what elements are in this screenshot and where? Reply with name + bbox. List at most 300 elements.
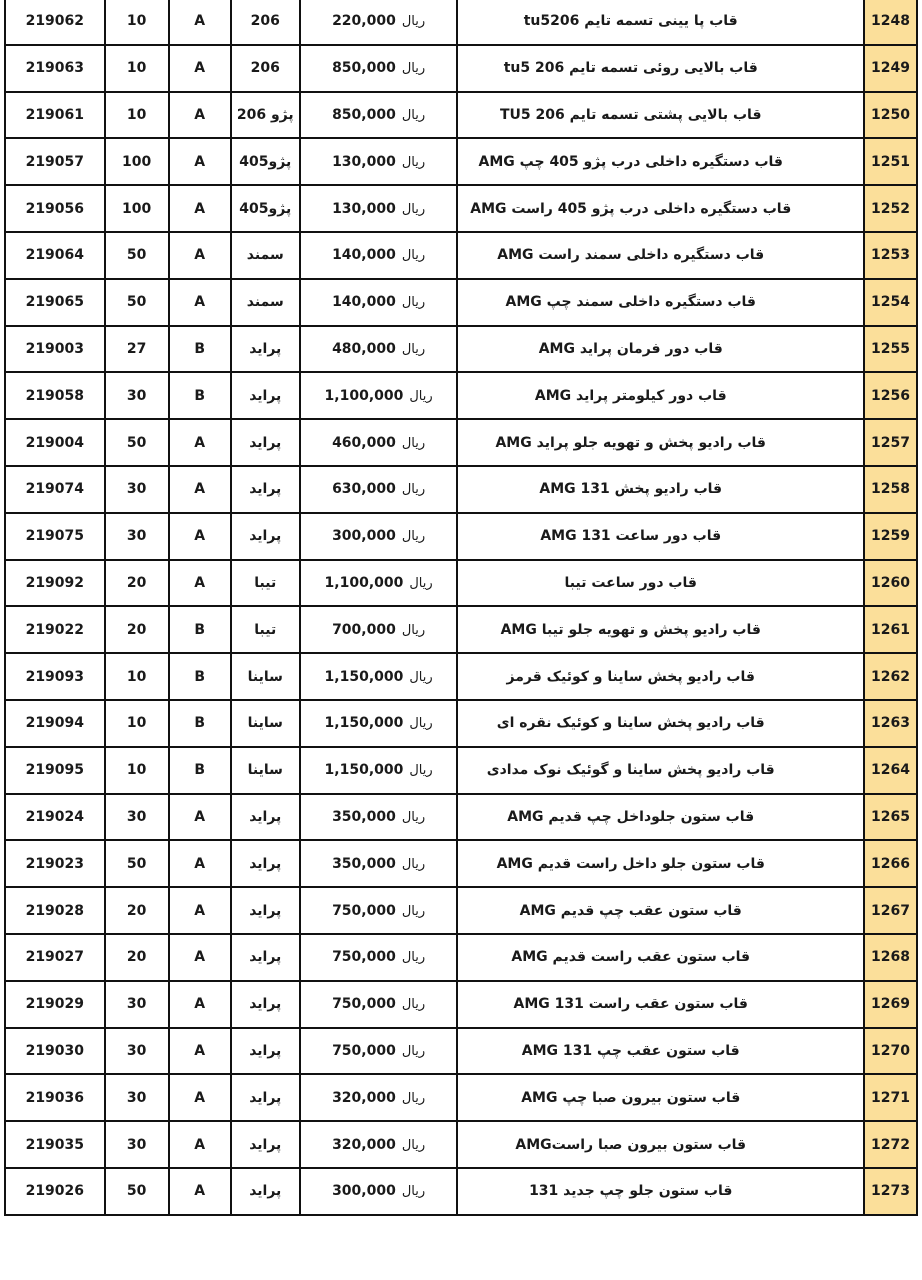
description: قاب بالایی روئی تسمه تایم 206 tu5 bbox=[503, 60, 758, 77]
description-cell bbox=[457, 840, 864, 887]
grade: B bbox=[194, 762, 206, 779]
product-code: 219029 bbox=[25, 996, 85, 1013]
row-number-cell bbox=[864, 513, 917, 560]
product-code: 219026 bbox=[25, 1183, 85, 1200]
price bbox=[325, 388, 433, 404]
product-code: 219064 bbox=[25, 247, 85, 264]
row-number-cell bbox=[864, 466, 917, 513]
car-model-cell bbox=[231, 606, 300, 653]
description: قاب دستگیره داخلی سمند چپ AMG bbox=[505, 294, 756, 311]
grade-cell bbox=[169, 419, 231, 466]
price bbox=[332, 481, 425, 497]
currency-label: ریال bbox=[401, 950, 426, 966]
description-cell bbox=[457, 653, 864, 700]
car-model-cell bbox=[231, 45, 300, 92]
description: قاب بالایی پشتی تسمه تایم TU5 206 bbox=[499, 106, 762, 123]
table-row bbox=[5, 1028, 917, 1075]
grade: A bbox=[194, 106, 206, 123]
currency-label: ریال bbox=[401, 201, 426, 217]
table-row bbox=[5, 45, 917, 92]
product-code-cell bbox=[5, 1168, 105, 1215]
price bbox=[332, 903, 425, 919]
price-cell bbox=[300, 513, 458, 560]
quantity: 10 bbox=[126, 762, 147, 779]
car-model: 206 bbox=[250, 60, 280, 77]
description: قاب ستون جلوداخل چپ قدیم AMG bbox=[507, 808, 755, 825]
row-number-cell bbox=[864, 279, 917, 326]
row-number: 1250 bbox=[871, 106, 911, 123]
grade: B bbox=[194, 340, 206, 357]
grade-cell bbox=[169, 1168, 231, 1215]
quantity-cell bbox=[105, 45, 169, 92]
quantity: 50 bbox=[126, 294, 147, 311]
product-code: 219030 bbox=[25, 1042, 85, 1059]
description-cell bbox=[457, 466, 864, 513]
car-model: سمند bbox=[246, 247, 284, 264]
quantity: 27 bbox=[126, 340, 147, 357]
grade: A bbox=[194, 481, 206, 498]
description: قاب دستگیره داخلی درب پژو 405 چپ AMG bbox=[478, 153, 783, 170]
product-code: 219004 bbox=[25, 434, 85, 451]
grade: A bbox=[194, 528, 206, 545]
car-model: پراید bbox=[249, 902, 282, 919]
currency-label: ریال bbox=[409, 669, 433, 685]
car-model: پراید bbox=[249, 340, 282, 357]
description: قاب رادیو پخش ساینا و گوئیک نوک مدادی bbox=[486, 762, 775, 779]
product-code-cell bbox=[5, 326, 105, 373]
row-number: 1254 bbox=[871, 294, 911, 311]
grade: A bbox=[194, 294, 206, 311]
currency-label: ریال bbox=[401, 1043, 426, 1059]
grade-cell bbox=[169, 138, 231, 185]
row-number-cell bbox=[864, 1121, 917, 1168]
grade-cell bbox=[169, 185, 231, 232]
price bbox=[332, 435, 425, 451]
quantity-cell bbox=[105, 794, 169, 841]
row-number: 1267 bbox=[871, 902, 911, 919]
description-cell bbox=[457, 934, 864, 981]
product-code-cell bbox=[5, 794, 105, 841]
table-row bbox=[5, 653, 917, 700]
product-code: 219074 bbox=[25, 481, 85, 498]
description: قاب رادیو پخش 131 AMG bbox=[539, 481, 723, 498]
currency-label: ریال bbox=[401, 809, 426, 825]
row-number-cell bbox=[864, 232, 917, 279]
price-value: 140,000 bbox=[332, 247, 396, 264]
price-value: 130,000 bbox=[332, 200, 396, 217]
currency-label: ریال bbox=[401, 295, 426, 311]
quantity-cell bbox=[105, 279, 169, 326]
car-model-cell bbox=[231, 560, 300, 607]
currency-label: ریال bbox=[401, 14, 426, 30]
row-number: 1248 bbox=[871, 13, 911, 30]
price bbox=[332, 996, 425, 1012]
price-cell bbox=[300, 606, 458, 653]
price-cell bbox=[300, 372, 458, 419]
car-model-cell bbox=[231, 794, 300, 841]
product-code-cell bbox=[5, 419, 105, 466]
car-model: پراید bbox=[249, 387, 282, 404]
quantity: 50 bbox=[126, 247, 147, 264]
product-code-cell bbox=[5, 1074, 105, 1121]
price bbox=[332, 1043, 425, 1059]
price bbox=[325, 575, 433, 591]
price-value: 750,000 bbox=[332, 996, 396, 1013]
currency-label: ریال bbox=[409, 763, 433, 779]
car-model: سمند bbox=[246, 294, 284, 311]
price-value: 320,000 bbox=[332, 1089, 396, 1106]
car-model-cell bbox=[231, 466, 300, 513]
grade: A bbox=[194, 1183, 206, 1200]
row-number-cell bbox=[864, 372, 917, 419]
price-cell bbox=[300, 653, 458, 700]
price bbox=[332, 201, 425, 217]
row-number: 1273 bbox=[871, 1183, 911, 1200]
row-number-cell bbox=[864, 1168, 917, 1215]
table-row bbox=[5, 513, 917, 560]
grade-cell bbox=[169, 279, 231, 326]
table-row bbox=[5, 934, 917, 981]
car-model: پراید bbox=[249, 481, 282, 498]
product-code-cell bbox=[5, 92, 105, 139]
table-row bbox=[5, 232, 917, 279]
price bbox=[332, 154, 425, 170]
row-number: 1258 bbox=[871, 481, 911, 498]
grade: A bbox=[194, 949, 206, 966]
quantity-cell bbox=[105, 840, 169, 887]
description: قاب رادیو پخش و تهویه جلو تیبا AMG bbox=[500, 621, 761, 638]
grade-cell bbox=[169, 794, 231, 841]
car-model: ساینا bbox=[247, 668, 283, 685]
car-model-cell bbox=[231, 372, 300, 419]
description-cell bbox=[457, 747, 864, 794]
price bbox=[332, 1090, 425, 1106]
car-model-cell bbox=[231, 1168, 300, 1215]
car-model-cell bbox=[231, 419, 300, 466]
product-code-cell bbox=[5, 45, 105, 92]
grade: A bbox=[194, 902, 206, 919]
currency-label: ریال bbox=[401, 1184, 426, 1200]
grade: A bbox=[194, 574, 206, 591]
quantity: 20 bbox=[126, 574, 147, 591]
price bbox=[332, 60, 425, 76]
description-cell bbox=[457, 279, 864, 326]
grade: A bbox=[194, 200, 206, 217]
grade: A bbox=[194, 1136, 206, 1153]
currency-label: ریال bbox=[401, 1090, 426, 1106]
product-code: 219062 bbox=[25, 13, 85, 30]
product-code-cell bbox=[5, 653, 105, 700]
price-cell bbox=[300, 981, 458, 1028]
grade: B bbox=[194, 387, 206, 404]
price-value: 130,000 bbox=[332, 153, 396, 170]
price-value: 300,000 bbox=[332, 1183, 396, 1200]
quantity-cell bbox=[105, 0, 169, 45]
table-row bbox=[5, 1074, 917, 1121]
table-row bbox=[5, 1168, 917, 1215]
row-number: 1260 bbox=[871, 574, 911, 591]
row-number: 1268 bbox=[871, 949, 911, 966]
car-model: 206 bbox=[250, 13, 280, 30]
quantity: 30 bbox=[126, 528, 147, 545]
car-model-cell bbox=[231, 700, 300, 747]
currency-label: ریال bbox=[409, 388, 433, 404]
table-row bbox=[5, 794, 917, 841]
quantity-cell bbox=[105, 747, 169, 794]
price-value: 1,100,000 bbox=[324, 574, 404, 591]
description-cell bbox=[457, 0, 864, 45]
quantity: 100 bbox=[122, 153, 152, 170]
price-cell bbox=[300, 279, 458, 326]
grade-cell bbox=[169, 560, 231, 607]
row-number: 1257 bbox=[871, 434, 911, 451]
car-model: پژو405 bbox=[239, 200, 292, 217]
grade-cell bbox=[169, 653, 231, 700]
description-cell bbox=[457, 232, 864, 279]
price-cell bbox=[300, 419, 458, 466]
price-value: 140,000 bbox=[332, 294, 396, 311]
product-code-cell bbox=[5, 560, 105, 607]
grade: A bbox=[194, 153, 206, 170]
price bbox=[332, 294, 425, 310]
description-cell bbox=[457, 326, 864, 373]
product-code: 219023 bbox=[25, 855, 85, 872]
row-number-cell bbox=[864, 653, 917, 700]
price-value: 320,000 bbox=[332, 1136, 396, 1153]
grade-cell bbox=[169, 92, 231, 139]
row-number-cell bbox=[864, 1028, 917, 1075]
price-value: 1,150,000 bbox=[324, 715, 404, 732]
car-model-cell bbox=[231, 934, 300, 981]
price-value: 300,000 bbox=[332, 528, 396, 545]
price bbox=[332, 622, 425, 638]
quantity-cell bbox=[105, 1028, 169, 1075]
car-model-cell bbox=[231, 185, 300, 232]
price-value: 350,000 bbox=[332, 855, 396, 872]
description-cell bbox=[457, 419, 864, 466]
description: قاب ستون بیرون صبا چپ AMG bbox=[521, 1089, 741, 1106]
currency-label: ریال bbox=[409, 716, 433, 732]
table-row bbox=[5, 138, 917, 185]
currency-label: ریال bbox=[401, 154, 426, 170]
quantity-cell bbox=[105, 138, 169, 185]
grade-cell bbox=[169, 1028, 231, 1075]
product-code-cell bbox=[5, 1121, 105, 1168]
quantity: 100 bbox=[122, 200, 152, 217]
grade: A bbox=[194, 1089, 206, 1106]
price bbox=[332, 1183, 425, 1199]
price bbox=[325, 762, 433, 778]
product-code-cell bbox=[5, 981, 105, 1028]
product-code-cell bbox=[5, 606, 105, 653]
quantity-cell bbox=[105, 653, 169, 700]
currency-label: ریال bbox=[401, 107, 426, 123]
product-code: 219093 bbox=[25, 668, 85, 685]
price bbox=[325, 715, 433, 731]
row-number-cell bbox=[864, 747, 917, 794]
quantity: 20 bbox=[126, 621, 147, 638]
quantity: 50 bbox=[126, 434, 147, 451]
row-number: 1271 bbox=[871, 1089, 911, 1106]
quantity: 50 bbox=[126, 1183, 147, 1200]
price-value: 850,000 bbox=[332, 60, 396, 77]
quantity: 50 bbox=[126, 855, 147, 872]
price bbox=[332, 107, 425, 123]
quantity-cell bbox=[105, 700, 169, 747]
quantity-cell bbox=[105, 934, 169, 981]
quantity-cell bbox=[105, 1074, 169, 1121]
currency-label: ریال bbox=[401, 856, 426, 872]
quantity: 30 bbox=[126, 1136, 147, 1153]
price-cell bbox=[300, 185, 458, 232]
quantity: 30 bbox=[126, 1042, 147, 1059]
price-cell bbox=[300, 1168, 458, 1215]
quantity: 10 bbox=[126, 106, 147, 123]
currency-label: ریال bbox=[401, 248, 426, 264]
grade: A bbox=[194, 996, 206, 1013]
quantity-cell bbox=[105, 1121, 169, 1168]
grade-cell bbox=[169, 1121, 231, 1168]
row-number: 1251 bbox=[871, 153, 911, 170]
currency-label: ریال bbox=[401, 997, 426, 1013]
car-model-cell bbox=[231, 840, 300, 887]
description: قاب ستون عقب راست 131 AMG bbox=[513, 996, 748, 1013]
price-cell bbox=[300, 794, 458, 841]
table-row bbox=[5, 326, 917, 373]
table-row bbox=[5, 560, 917, 607]
table-row bbox=[5, 1121, 917, 1168]
table-row bbox=[5, 0, 917, 45]
product-code: 219063 bbox=[25, 60, 85, 77]
currency-label: ریال bbox=[401, 529, 426, 545]
grade-cell bbox=[169, 513, 231, 560]
price bbox=[332, 528, 425, 544]
grade-cell bbox=[169, 747, 231, 794]
description: قاب دور ساعت تیبا bbox=[564, 574, 697, 591]
product-code-cell bbox=[5, 934, 105, 981]
description: قاب ستون عقب چپ قدیم AMG bbox=[519, 902, 742, 919]
product-code: 219058 bbox=[25, 387, 85, 404]
row-number: 1264 bbox=[871, 762, 911, 779]
row-number-cell bbox=[864, 560, 917, 607]
price-cell bbox=[300, 466, 458, 513]
quantity-cell bbox=[105, 92, 169, 139]
currency-label: ریال bbox=[401, 61, 426, 77]
car-model-cell bbox=[231, 232, 300, 279]
row-number-cell bbox=[864, 981, 917, 1028]
car-model-cell bbox=[231, 138, 300, 185]
currency-label: ریال bbox=[401, 903, 426, 919]
car-model-cell bbox=[231, 1028, 300, 1075]
description-cell bbox=[457, 372, 864, 419]
grade: A bbox=[194, 808, 206, 825]
quantity: 30 bbox=[126, 808, 147, 825]
description-cell bbox=[457, 1074, 864, 1121]
row-number-cell bbox=[864, 840, 917, 887]
quantity: 30 bbox=[126, 481, 147, 498]
description: قاب ستون جلو داخل راست قدیم AMG bbox=[496, 855, 765, 872]
quantity-cell bbox=[105, 606, 169, 653]
quantity-cell bbox=[105, 185, 169, 232]
description-cell bbox=[457, 45, 864, 92]
table-row bbox=[5, 419, 917, 466]
row-number: 1259 bbox=[871, 528, 911, 545]
row-number-cell bbox=[864, 606, 917, 653]
product-code: 219056 bbox=[25, 200, 85, 217]
product-code-cell bbox=[5, 1028, 105, 1075]
price-value: 480,000 bbox=[332, 340, 396, 357]
quantity-cell bbox=[105, 466, 169, 513]
car-model: پراید bbox=[249, 996, 282, 1013]
description-cell bbox=[457, 981, 864, 1028]
quantity: 10 bbox=[126, 60, 147, 77]
row-number: 1253 bbox=[871, 247, 911, 264]
product-code-cell bbox=[5, 747, 105, 794]
table-row bbox=[5, 700, 917, 747]
description-cell bbox=[457, 1168, 864, 1215]
description-cell bbox=[457, 887, 864, 934]
product-code: 219095 bbox=[25, 762, 85, 779]
price-value: 750,000 bbox=[332, 1042, 396, 1059]
grade: A bbox=[194, 13, 206, 30]
quantity: 30 bbox=[126, 996, 147, 1013]
price-cell bbox=[300, 840, 458, 887]
quantity-cell bbox=[105, 981, 169, 1028]
grade: B bbox=[194, 621, 206, 638]
table-row bbox=[5, 279, 917, 326]
description-cell bbox=[457, 185, 864, 232]
product-code: 219057 bbox=[25, 153, 85, 170]
car-model: پراید bbox=[249, 808, 282, 825]
price bbox=[332, 1137, 425, 1153]
grade-cell bbox=[169, 0, 231, 45]
description: قاب دور کیلومتر پراید AMG bbox=[534, 387, 727, 404]
product-code-cell bbox=[5, 700, 105, 747]
grade: B bbox=[194, 668, 206, 685]
description-cell bbox=[457, 606, 864, 653]
row-number: 1269 bbox=[871, 996, 911, 1013]
car-model: ساینا bbox=[247, 715, 283, 732]
price bbox=[325, 669, 433, 685]
grade-cell bbox=[169, 372, 231, 419]
description: قاب ستون عقب راست قدیم AMG bbox=[511, 949, 751, 966]
price-cell bbox=[300, 1121, 458, 1168]
row-number: 1256 bbox=[871, 387, 911, 404]
grade-cell bbox=[169, 1074, 231, 1121]
price-cell bbox=[300, 0, 458, 45]
quantity: 20 bbox=[126, 902, 147, 919]
description: قاب دستگیره داخلی درب پژو 405 راست AMG bbox=[470, 200, 792, 217]
row-number-cell bbox=[864, 419, 917, 466]
grade-cell bbox=[169, 887, 231, 934]
row-number: 1265 bbox=[871, 808, 911, 825]
row-number-cell bbox=[864, 794, 917, 841]
grade: A bbox=[194, 855, 206, 872]
table-row bbox=[5, 466, 917, 513]
description: قاب رادیو پخش ساینا و کوئیک نقره ای bbox=[496, 715, 765, 732]
price bbox=[332, 247, 425, 263]
description-cell bbox=[457, 560, 864, 607]
car-model: تیبا bbox=[254, 621, 277, 638]
description-cell bbox=[457, 794, 864, 841]
row-number-cell bbox=[864, 0, 917, 45]
description: قاب دور فرمان پراید AMG bbox=[538, 340, 723, 357]
product-code: 219024 bbox=[25, 808, 85, 825]
quantity-cell bbox=[105, 326, 169, 373]
quantity: 30 bbox=[126, 387, 147, 404]
currency-label: ریال bbox=[401, 622, 426, 638]
price-value: 460,000 bbox=[332, 434, 396, 451]
